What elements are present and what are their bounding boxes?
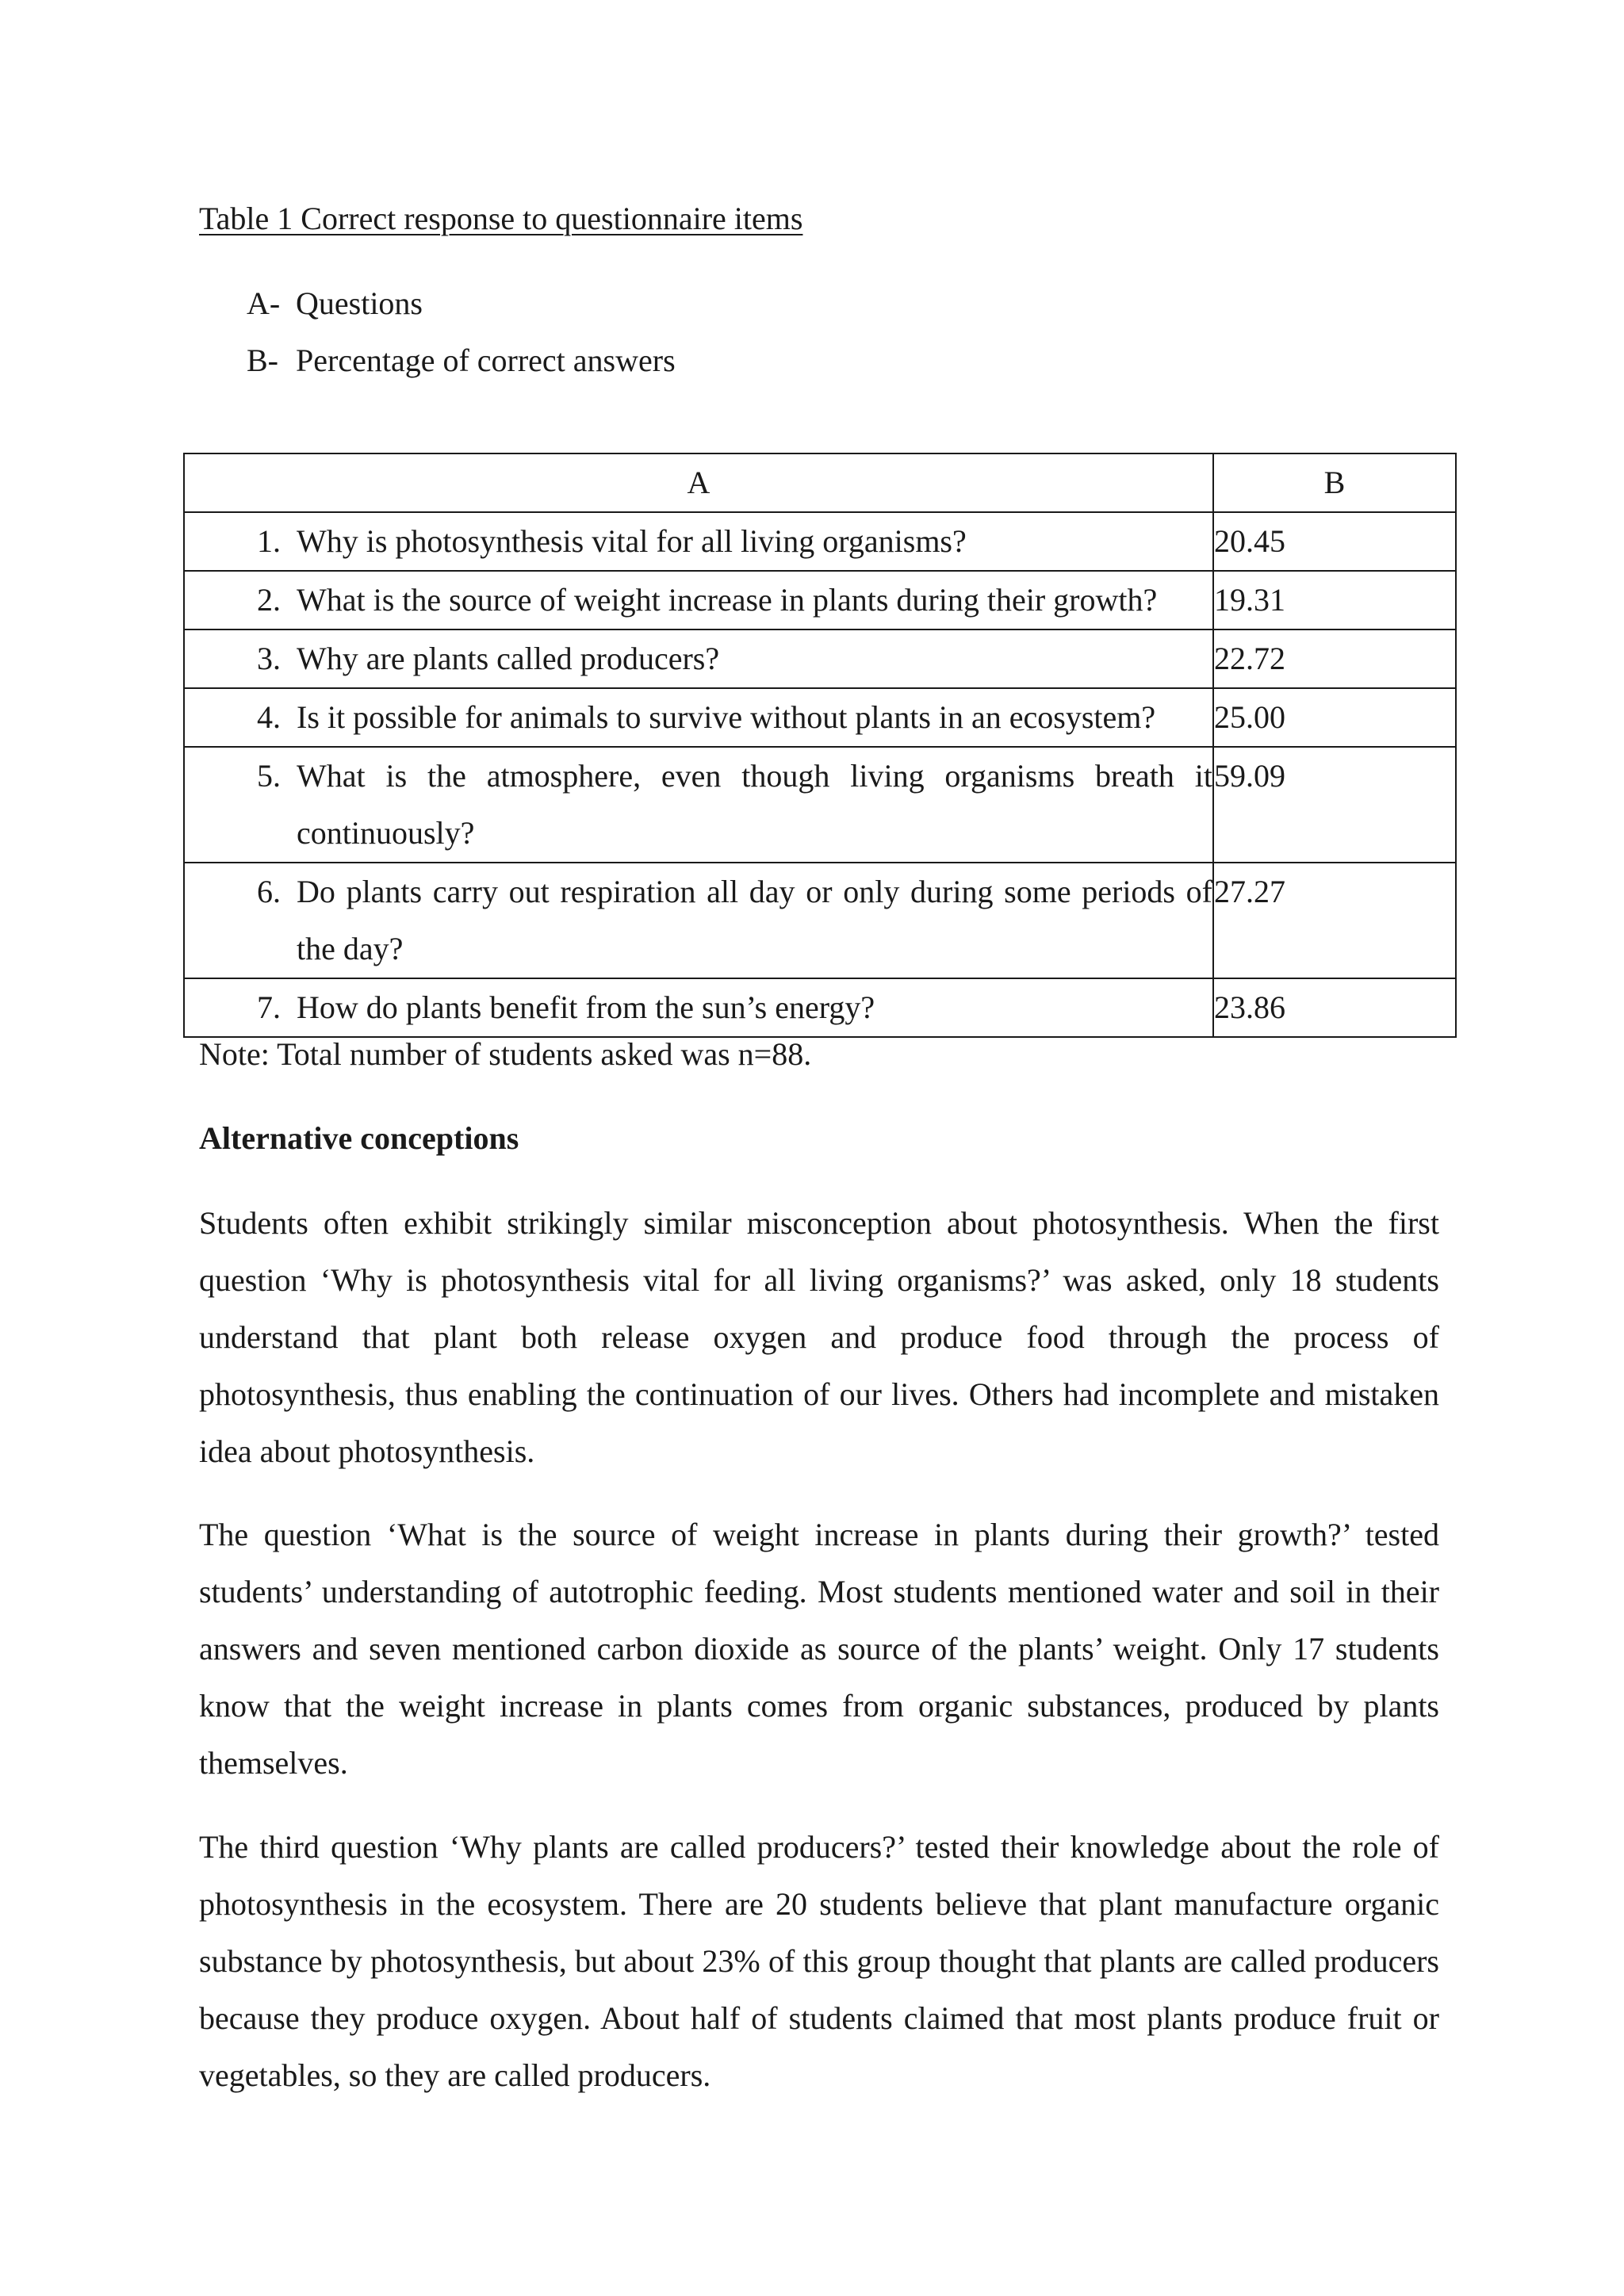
table-note: Note: Total number of students asked was n=88. [199, 1036, 812, 1072]
percentage-value: 19.31 [1213, 571, 1456, 629]
table-caption: Table 1 Correct response to questionnaire items [199, 201, 803, 236]
question-text: What is the atmosphere, even though living organisms breath it continuously? [297, 758, 1212, 851]
questionnaire-table [183, 453, 1457, 1038]
table-row [184, 978, 1456, 1037]
table-row [184, 688, 1456, 747]
question-text: Do plants carry out respiration all day or only during some periods of the day? [297, 874, 1212, 966]
body-paragraph: Students often exhibit strikingly similar misconception about photosynthesis. When the first question ‘Why is photosynthesis vital for all living organisms?’ was asked, only 18 students understand that plant both release oxygen and produce food through the process of photosynthesis, thus enabling the continuation of our lives. Others had incomplete and mistaken idea about photosynthesis. [199, 1205, 1439, 1469]
row-number: 3. [257, 641, 281, 676]
legend-text: Questions [296, 285, 423, 321]
row-number: 6. [257, 874, 281, 909]
percentage-value: 23.86 [1213, 978, 1456, 1037]
column-header-b: B [1213, 453, 1456, 512]
row-number: 1. [257, 523, 281, 559]
row-number: 4. [257, 699, 281, 735]
row-number: 2. [257, 582, 281, 618]
question-text: Why is photosynthesis vital for all living organisms? [297, 523, 967, 559]
question-text: Is it possible for animals to survive without plants in an ecosystem? [297, 699, 1156, 735]
row-number: 7. [257, 989, 281, 1025]
percentage-value: 22.72 [1213, 629, 1456, 688]
legend-key: B- [247, 342, 278, 378]
body-paragraph: The third question ‘Why plants are called producers?’ tested their knowledge about the role of photosynthesis in the ecosystem. There are 20 students believe that plant manufacture organic substance by photosynthesis, but about 23% of this group thought that plants are called producers because they produce oxygen. About half of students claimed that most plants produce fruit or vegetables, so they are called producers. [199, 1829, 1439, 2093]
body-paragraph: The question ‘What is the source of weight increase in plants during their growth?’ tested students’ understanding of autotrophic feeding. Most students mentioned water and soil in their answers and seven mentioned carbon dioxide as source of the plants’ weight. Only 17 students know that the weight increase in plants comes from organic substances, produced by plants themselves. [199, 1517, 1439, 1781]
percentage-value: 27.27 [1213, 863, 1456, 978]
table-legend [247, 275, 676, 389]
legend-item-b [247, 332, 676, 389]
legend-text: Percentage of correct answers [296, 342, 676, 378]
percentage-value: 59.09 [1213, 747, 1456, 863]
table-row [184, 571, 1456, 629]
table-row [184, 863, 1456, 978]
table-row [184, 629, 1456, 688]
table-row [184, 747, 1456, 863]
legend-key: A- [247, 285, 281, 321]
percentage-value: 20.45 [1213, 512, 1456, 571]
table-row [184, 512, 1456, 571]
section-heading: Alternative conceptions [199, 1120, 519, 1156]
legend-item-a [247, 275, 676, 332]
column-header-a: A [184, 453, 1213, 512]
question-text: Why are plants called producers? [297, 641, 720, 676]
question-text: How do plants benefit from the sun’s energy? [297, 989, 875, 1025]
question-text: What is the source of weight increase in plants during their growth? [297, 582, 1158, 618]
row-number: 5. [257, 758, 281, 794]
percentage-value: 25.00 [1213, 688, 1456, 747]
table-header-row [184, 453, 1456, 512]
